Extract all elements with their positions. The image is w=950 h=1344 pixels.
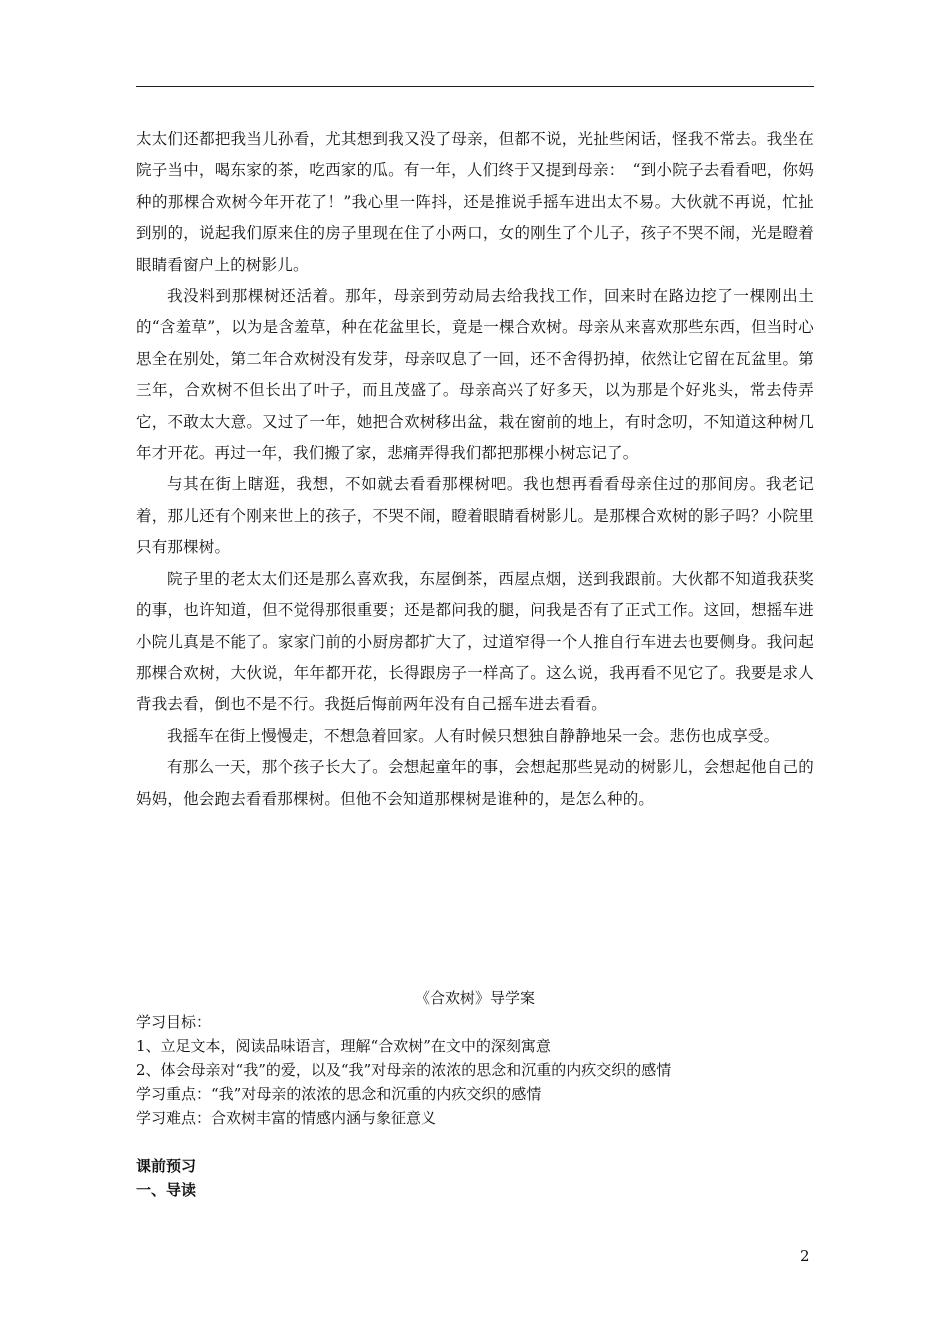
section-spacer [136,1130,814,1154]
essay-paragraph-6: 有那么一天，那个孩子长大了。会想起童年的事，会想起那些晃动的树影儿，会想起他自己的妈妈，他会跑去看看那棵树。但他不会知道那棵树是谁种的，是怎么种的。 [136,758,814,808]
essay-paragraph-4: 院子里的老太太们还是那么喜欢我，东屋倒茶，西屋点烟，送到我跟前。大伙都不知道我获奖的事，也许知道，但不觉得那很重要；还是都问我的腿，问我是否有了正式工作。这回，想摇车进小院儿真是不能了。家家门前的小厨房都扩大了，过道窄得一个人推自行车进去也要侧身。我问起那棵合欢树，大伙说，年年都开花，长得跟房子一样高了。这么说，我再看不见它了。我要是求人背我去看，倒也不是不行。我挺后悔前两年没有自己摇车进去看看。 [136,569,814,714]
learning-goal-2: 2、体会母亲对“我”的爱，以及“我”对母亲的浓浓的思念和沉重的内疚交织的感情 [136,1061,672,1079]
header-rule [136,86,814,87]
learning-goals-label: 学习目标： [136,1013,212,1031]
essay-paragraph-2: 我没料到那棵树还活着。那年，母亲到劳动局去给我找工作，回来时在路边挖了一棵刚出土的“含羞草”，以为是含羞草，种在花盆里长，竟是一棵合欢树。母亲从来喜欢那些东西，但当时心思全在别处，第二年合欢树没有发芽，母亲叹息了一回，还不舍得扔掉，依然让它留在瓦盆里。第三年，合欢树不但长出了叶子，而且茂盛了。母亲高兴了好多天，以为那是个好兆头，常去侍弄它，不敢太大意。又过了一年，她把合欢树移出盆，栽在窗前的地上，有时念叨，不知道这种树几年才开花。再过一年，我们搬了家，悲痛弄得我们都把那棵小树忘记了。 [136,287,814,463]
difficulty-point: 学习难点：合欢树丰富的情感内涵与象征意义 [136,1109,437,1127]
page-number: 2 [800,1247,810,1265]
study-guide [136,986,814,1202]
essay-paragraph-1: 太太们还都把我当儿孙看，尤其想到我又没了母亲，但都不说，光扯些闲话，怪我不常去。我坐在院子当中，喝东家的茶，吃西家的瓜。有一年，人们终于又提到母亲： “到小院子去看看吧，你妈种的那棵合欢树今年开花了！”我心里一阵抖，还是推说手摇车进出太不易。大伙就不再说，忙扯到别的，说起我们原来住的房子里现在住了小两口，女的刚生了个儿子，孩子不哭不闹，光是瞪着眼睛看窗户上的树影儿。 [136,130,814,274]
learning-goal-1: 1、立足文本，阅读品味语言，理解“合欢树”在文中的深刻寓意 [136,1037,551,1055]
key-point: 学习重点：“我”对母亲的浓浓的思念和沉重的内疚交织的感情 [136,1085,542,1103]
essay-paragraph-3: 与其在街上瞎逛，我想，不如就去看看那棵树吧。我也想再看看母亲住过的那间房。我老记着，那儿还有个刚来世上的孩子，不哭不闹，瞪着眼睛看树影儿。是那棵合欢树的影子吗？小院里只有那棵树。 [136,475,814,557]
preview-heading: 课前预习 [136,1157,197,1175]
essay-text [136,124,814,815]
guide-title: 《合欢树》导学案 [414,989,535,1007]
reading-heading: 一、导读 [136,1181,197,1199]
essay-paragraph-5: 我摇车在街上慢慢走，不想急着回家。人有时候只想独自静静地呆一会。悲伤也成享受。 [167,726,780,745]
